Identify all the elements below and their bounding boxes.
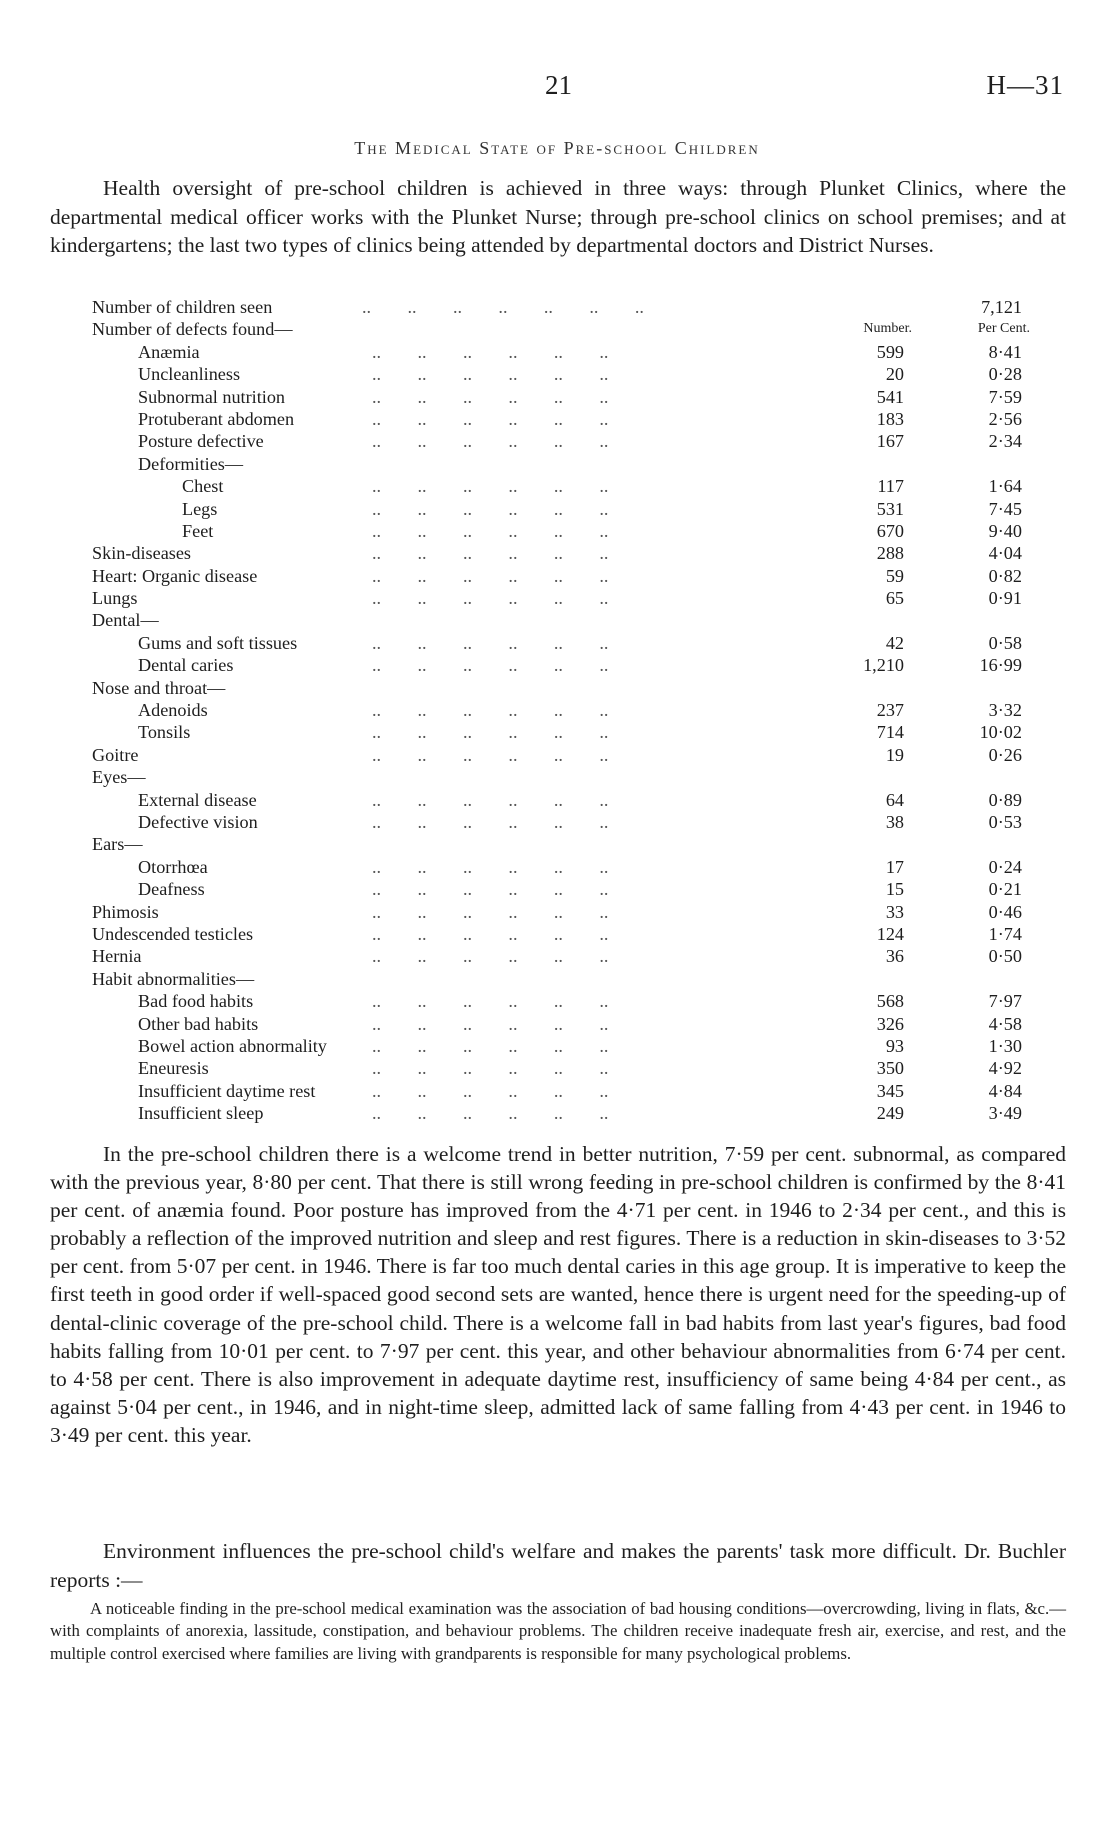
page-number: 21 xyxy=(545,70,572,100)
column-header-percent: Per Cent. xyxy=(977,321,1030,337)
document-reference: H—31 xyxy=(986,70,1064,100)
leader-dots: .. .. .. .. .. .. .. xyxy=(362,297,644,317)
row-label: Defective vision xyxy=(138,811,258,832)
row-number: 288 xyxy=(876,543,904,564)
table-row xyxy=(92,1057,1052,1079)
table-row xyxy=(92,789,1052,811)
quoted-report: A noticeable finding in the pre-school medical examination was the association of bad housing conditions—overcrowding, living in flats, &c.—with complaints of anorexia, lassitude, constipation, and behaviour problems. The children receive inadequate fresh air, exercise, and rest, and the multiple control exercised where families are living with grandparents is responsible for many psychological problems. xyxy=(50,1599,1066,1663)
row-label: Deafness xyxy=(138,879,205,900)
row-label: Anæmia xyxy=(138,341,200,362)
leader-dots: .. .. .. .. .. .. xyxy=(372,946,609,967)
row-label: Bad food habits xyxy=(138,991,254,1012)
row-number: 541 xyxy=(876,386,904,407)
row-percent: 2·34 xyxy=(988,431,1022,452)
row-label: Adenoids xyxy=(138,700,208,721)
row-number: 65 xyxy=(885,588,904,609)
leader-dots: .. .. .. .. .. .. xyxy=(372,744,609,765)
row-label: Subnormal nutrition xyxy=(138,386,286,407)
row-percent: 16·99 xyxy=(979,655,1022,676)
row-percent: 4·84 xyxy=(988,1080,1022,1101)
environment-paragraph: Environment influences the pre-school child's welfare and makes the parents' task more difficult. Dr. Buchler reports :— xyxy=(50,1539,1066,1592)
row-number: 237 xyxy=(876,700,904,721)
row-label: Feet xyxy=(182,520,214,541)
row-number: 38 xyxy=(885,811,904,832)
row-label: Heart: Organic disease xyxy=(92,565,258,586)
children-seen-label: Number of children seen xyxy=(92,297,273,317)
table-row xyxy=(92,453,1052,475)
table-row xyxy=(92,833,1052,855)
row-number: 15 xyxy=(885,879,904,900)
row-percent: 4·92 xyxy=(988,1058,1022,1079)
row-percent: 8·41 xyxy=(988,341,1022,362)
table-row xyxy=(92,744,1052,766)
table-row xyxy=(92,923,1052,945)
leader-dots: .. .. .. .. .. .. xyxy=(372,341,609,362)
row-percent: 7·97 xyxy=(988,991,1022,1012)
leader-dots: .. .. .. .. .. .. xyxy=(372,543,609,564)
row-number: 20 xyxy=(885,364,904,385)
row-percent: 0·53 xyxy=(988,811,1022,832)
row-percent: 0·91 xyxy=(988,588,1022,609)
row-number: 326 xyxy=(876,1013,904,1034)
table-row xyxy=(92,654,1052,676)
table-row xyxy=(92,901,1052,923)
row-label: Insufficient daytime rest xyxy=(138,1080,316,1101)
table-row xyxy=(92,363,1052,385)
row-percent: 0·58 xyxy=(988,632,1022,653)
defects-found-row xyxy=(92,318,1052,340)
leader-dots: .. .. .. .. .. .. xyxy=(372,431,609,452)
row-number: 345 xyxy=(876,1080,904,1101)
row-percent: 0·46 xyxy=(988,901,1022,922)
leader-dots: .. .. .. .. .. .. xyxy=(372,811,609,832)
row-percent: 0·89 xyxy=(988,789,1022,810)
row-label: Chest xyxy=(182,476,224,497)
row-number: 64 xyxy=(885,789,904,810)
table-row xyxy=(92,677,1052,699)
row-percent: 0·26 xyxy=(988,744,1022,765)
table-row xyxy=(92,1102,1052,1124)
table-row xyxy=(92,587,1052,609)
table-row xyxy=(92,475,1052,497)
row-percent: 0·24 xyxy=(988,856,1022,877)
row-percent: 0·50 xyxy=(988,946,1022,967)
leader-dots: .. .. .. .. .. .. xyxy=(372,364,609,385)
table-row xyxy=(92,766,1052,788)
row-percent: 4·04 xyxy=(988,543,1022,564)
row-percent: 9·40 xyxy=(988,520,1022,541)
leader-dots: .. .. .. .. .. .. xyxy=(372,1080,609,1101)
row-label: Nose and throat— xyxy=(92,677,226,698)
leader-dots: .. .. .. .. .. .. xyxy=(372,498,609,519)
row-label: Bowel action abnormality xyxy=(138,1035,327,1056)
leader-dots: .. .. .. .. .. .. xyxy=(372,386,609,407)
leader-dots: .. .. .. .. .. .. xyxy=(372,1058,609,1079)
row-label: Dental— xyxy=(92,610,159,631)
table-row xyxy=(92,430,1052,452)
table-row xyxy=(92,721,1052,743)
leader-dots: .. .. .. .. .. .. xyxy=(372,923,609,944)
leader-dots: .. .. .. .. .. .. xyxy=(372,700,609,721)
row-label: Undescended testicles xyxy=(92,923,254,944)
leader-dots: .. .. .. .. .. .. xyxy=(372,408,609,429)
table-row xyxy=(92,632,1052,654)
row-number: 531 xyxy=(876,498,904,519)
row-label: Phimosis xyxy=(92,901,159,922)
row-number: 714 xyxy=(876,722,904,743)
row-number: 93 xyxy=(885,1035,904,1056)
table-row xyxy=(92,498,1052,520)
column-header-number: Number. xyxy=(863,321,912,337)
table-row xyxy=(92,878,1052,900)
leader-dots: .. .. .. .. .. .. xyxy=(372,879,609,900)
table-body xyxy=(92,341,1052,1125)
leader-dots: .. .. .. .. .. .. xyxy=(372,1013,609,1034)
row-label: Eyes— xyxy=(92,767,146,788)
row-label: Gums and soft tissues xyxy=(138,632,298,653)
row-label: Eneuresis xyxy=(138,1058,209,1079)
row-label: Legs xyxy=(182,498,218,519)
row-number: 670 xyxy=(876,520,904,541)
row-label: Tonsils xyxy=(138,722,191,743)
table-row xyxy=(92,520,1052,542)
row-number: 1,210 xyxy=(863,655,904,676)
leader-dots: .. .. .. .. .. .. xyxy=(372,565,609,586)
row-number: 568 xyxy=(876,991,904,1012)
table-row xyxy=(92,609,1052,631)
table-row xyxy=(92,990,1052,1012)
row-label: Ears— xyxy=(92,834,143,855)
row-number: 36 xyxy=(885,946,904,967)
leader-dots: .. .. .. .. .. .. xyxy=(372,1103,609,1124)
leader-dots: .. .. .. .. .. .. xyxy=(372,1035,609,1056)
leader-dots: .. .. .. .. .. .. xyxy=(372,632,609,653)
row-label: Skin-diseases xyxy=(92,543,192,564)
leader-dots: .. .. .. .. .. .. xyxy=(372,856,609,877)
row-label: Otorrhœa xyxy=(138,856,208,877)
row-number: 42 xyxy=(885,632,904,653)
row-number: 59 xyxy=(885,565,904,586)
table-row xyxy=(92,386,1052,408)
children-seen-value: 7,121 xyxy=(981,297,1022,317)
row-number: 117 xyxy=(877,476,904,497)
row-label: Deformities— xyxy=(138,453,244,474)
row-percent: 1·64 xyxy=(988,476,1022,497)
row-number: 17 xyxy=(885,856,904,877)
table-row xyxy=(92,565,1052,587)
table-row xyxy=(92,1080,1052,1102)
row-number: 33 xyxy=(885,901,904,922)
table-row xyxy=(92,1013,1052,1035)
table-row xyxy=(92,699,1052,721)
row-label: Hernia xyxy=(92,946,142,967)
row-label: Other bad habits xyxy=(138,1013,259,1034)
row-number: 124 xyxy=(876,923,904,944)
leader-dots: .. .. .. .. .. .. xyxy=(372,722,609,743)
row-percent: 7·45 xyxy=(988,498,1022,519)
row-number: 249 xyxy=(876,1103,904,1124)
row-number: 599 xyxy=(876,341,904,362)
leader-dots: .. .. .. .. .. .. xyxy=(372,476,609,497)
row-label: Lungs xyxy=(92,588,138,609)
row-number: 19 xyxy=(885,744,904,765)
row-label: Protuberant abdomen xyxy=(138,408,295,429)
table-row xyxy=(92,408,1052,430)
row-percent: 4·58 xyxy=(988,1013,1022,1034)
discussion-paragraph: In the pre-school children there is a welcome trend in better nutrition, 7·59 per cent. subnormal, as compared with the previous year, 8·80 per cent. That there is still wrong feeding in pre-school children is confirmed by the 8·41 per cent. of anæmia found. Poor posture has improved from the 4·71 per cent. in 1946 to 2·34 per cent., and this is probably a reflection of the improved nutrition and sleep and rest figures. There is a reduction in skin-diseases to 3·52 per cent. from 5·07 per cent. in 1946. There is far too much dental caries in this age group. It is imperative to keep the first teeth in good order if well-spaced good second sets are wanted, hence there is urgent need for the speeding-up of dental-clinic coverage of the pre-school child. There is a welcome fall in bad habits from last year's figures, bad food habits falling from 10·01 per cent. to 7·97 per cent. this year, and other behaviour abnormalities from 6·74 per cent. to 4·58 per cent. There is also improvement in adequate daytime rest, insufficiency of same being 4·84 per cent., as against 5·04 per cent., in 1946, and in night-time sleep, admitted lack of same falling from 4·43 per cent. in 1946 to 3·49 per cent. this year. xyxy=(50,1142,1066,1447)
section-title: The Medical State of Pre-school Children xyxy=(354,138,760,158)
leader-dots: .. .. .. .. .. .. xyxy=(372,588,609,609)
row-label: Uncleanliness xyxy=(138,364,241,385)
table-row xyxy=(92,542,1052,564)
table-row xyxy=(92,811,1052,833)
row-label: Posture defective xyxy=(138,431,264,452)
table-row xyxy=(92,968,1052,990)
leader-dots: .. .. .. .. .. .. xyxy=(372,991,609,1012)
row-percent: 1·74 xyxy=(988,923,1022,944)
row-percent: 0·21 xyxy=(988,879,1022,900)
row-label: External disease xyxy=(138,789,257,810)
row-number: 183 xyxy=(876,408,904,429)
row-percent: 1·30 xyxy=(988,1035,1022,1056)
row-percent: 2·56 xyxy=(988,408,1022,429)
children-seen-row xyxy=(92,296,1052,318)
table-row xyxy=(92,856,1052,878)
defects-found-label: Number of defects found— xyxy=(92,319,293,340)
row-label: Goitre xyxy=(92,744,139,765)
leader-dots: .. .. .. .. .. .. xyxy=(372,520,609,541)
row-label: Dental caries xyxy=(138,655,234,676)
leader-dots: .. .. .. .. .. .. xyxy=(372,655,609,676)
defects-table xyxy=(92,296,1052,1124)
row-percent: 3·49 xyxy=(988,1103,1022,1124)
row-label: Insufficient sleep xyxy=(138,1103,264,1124)
table-row xyxy=(92,945,1052,967)
row-percent: 0·82 xyxy=(988,565,1022,586)
table-row xyxy=(92,341,1052,363)
table-row xyxy=(92,1035,1052,1057)
row-number: 167 xyxy=(876,431,904,452)
row-number: 350 xyxy=(876,1058,904,1079)
intro-paragraph: Health oversight of pre-school children is achieved in three ways: through Plunket Clinics, where the departmental medical officer works with the Plunket Nurse; through pre-school clinics on school premises; and at kindergartens; the last two types of clinics being attended by departmental doctors and District Nurses. xyxy=(50,176,1066,257)
row-percent: 7·59 xyxy=(988,386,1022,407)
row-label: Habit abnormalities— xyxy=(92,968,255,989)
row-percent: 3·32 xyxy=(988,700,1022,721)
leader-dots: .. .. .. .. .. .. xyxy=(372,901,609,922)
row-percent: 0·28 xyxy=(988,364,1022,385)
row-percent: 10·02 xyxy=(979,722,1022,743)
leader-dots: .. .. .. .. .. .. xyxy=(372,789,609,810)
